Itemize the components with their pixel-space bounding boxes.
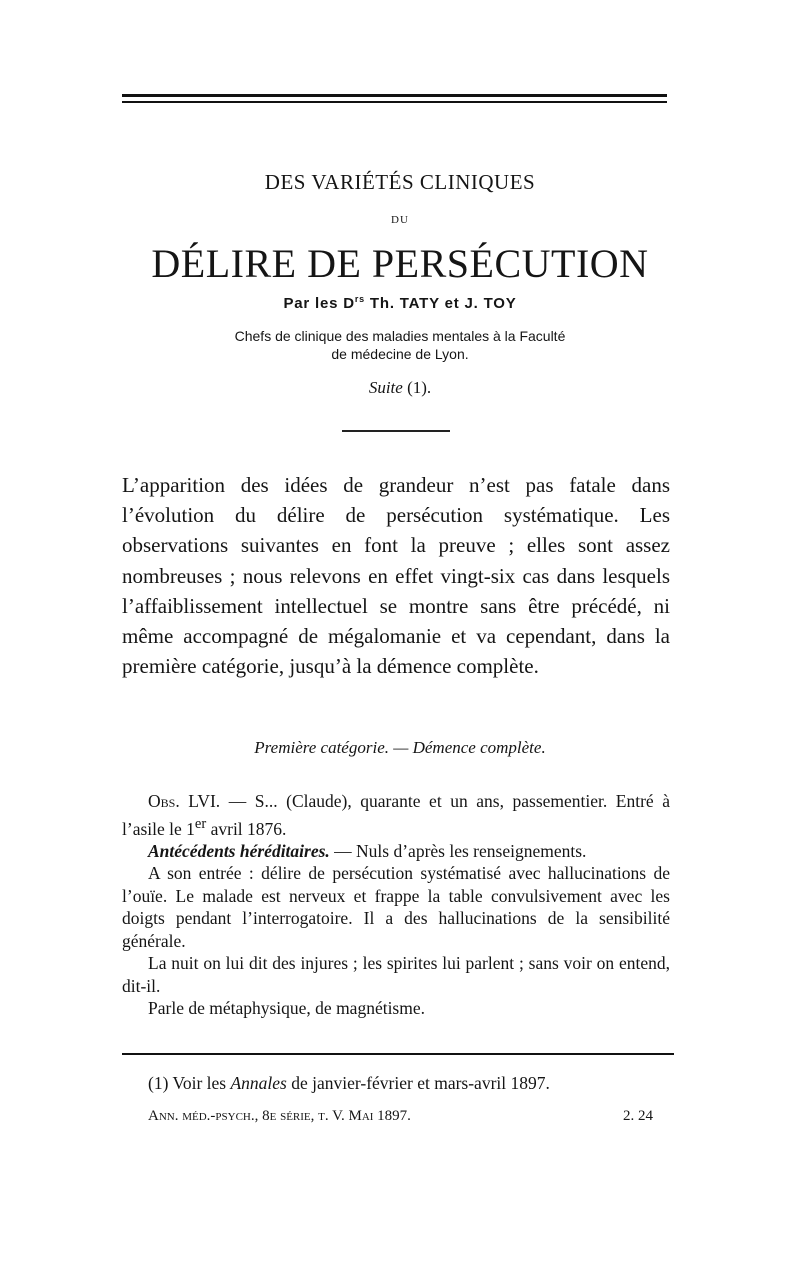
section-divider — [342, 430, 450, 432]
affiliation-line-1: Chefs de clinique des maladies mentales à la Faculté — [234, 328, 566, 344]
section-heading: Première catégorie. — Démence complète. — [254, 738, 546, 757]
title-connector: DU — [391, 214, 409, 226]
authors-names: Th. TATY et J. TOY — [364, 295, 517, 312]
journal-citation: Ann. méd.-psych., 8e série, t. V. Mai 1897. — [148, 1108, 411, 1124]
page-title: DÉLIRE DE PERSÉCUTION — [151, 241, 649, 286]
page-signature: 2. 24 — [623, 1108, 653, 1124]
antecedents-line — [122, 840, 670, 863]
observation-header — [122, 790, 670, 840]
authors-line — [0, 294, 800, 312]
top-rule — [122, 94, 667, 97]
obs-text: LVI. — S... (Claude), quarante et un ans, passementier. Entré à l’asile le 1 — [122, 791, 670, 839]
antecedents-text: — Nuls d’après les renseignements. — [329, 840, 587, 861]
metaphysics-paragraph: Parle de métaphysique, de magnétisme. — [148, 998, 426, 1019]
antecedents-label: Antécédents héréditaires. — [148, 840, 330, 861]
supertitle: DES VARIÉTÉS CLINIQUES — [264, 170, 536, 194]
authors-title-sup: rs — [354, 294, 365, 304]
running-footer — [148, 1108, 653, 1125]
footnote-after: de janvier-février et mars-avril 1897. — [286, 1073, 550, 1093]
entry-paragraph: A son entrée : délire de persécution systématisé avec hallucinations de l’ouïe. Le malade est nerveux et frappe la table convulsivement avec les doigts pendant l’interrogatoire. Il a des hallucinations de la sensibilité générale. — [122, 863, 670, 951]
footnote-journal: Annales — [230, 1073, 287, 1093]
obs-label: Obs. — [148, 791, 180, 811]
top-rule-thin — [122, 101, 667, 103]
continuation-note — [0, 378, 800, 398]
night-paragraph: La nuit on lui dit des injures ; les spirites lui parlent ; sans voir on entend, dit-il. — [122, 953, 670, 996]
authors-prefix: Par les D — [283, 295, 355, 312]
footnote-rule — [122, 1053, 674, 1055]
suite-footnote-ref: (1). — [402, 378, 432, 397]
obs-date-sup: er — [194, 815, 207, 832]
affiliation — [0, 327, 800, 363]
footnote — [148, 1073, 550, 1094]
obs-text-end: avril 1876. — [206, 818, 287, 839]
suite-label: Suite — [368, 378, 403, 397]
observation-block — [122, 790, 670, 1020]
intro-paragraph: L’apparition des idées de grandeur n’est pas fatale dans l’évolution du délire de persécution systématique. Les observations suivantes en font la preuve ; elles sont assez nombreuses ; nous relevons en effet vingt-six cas dans lesquels l’affaiblissement intellectuel se montre sans être précédé, ni même accompagné de mégalomanie et va cependant, dans la première catégorie, jusqu’à la démence complète. — [122, 473, 670, 679]
affiliation-line-2: de médecine de Lyon. — [331, 346, 469, 362]
footnote-before: (1) Voir les — [148, 1073, 231, 1093]
